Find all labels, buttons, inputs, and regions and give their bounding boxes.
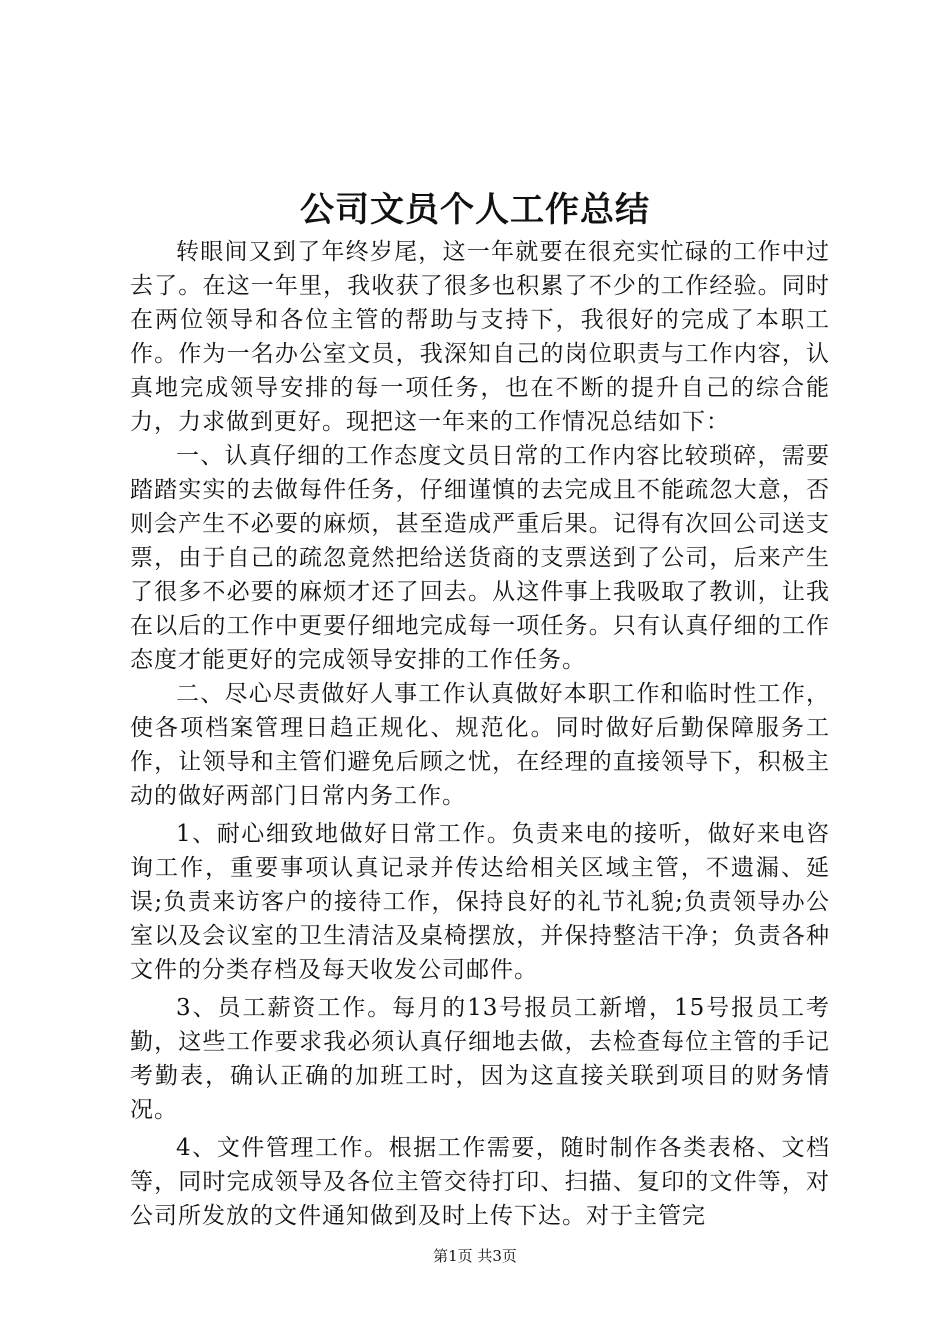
paragraph-item-1: 1、耐心细致地做好日常工作。负责来电的接听，做好来电咨询工作，重要事项认真记录并传达给相关区域主管，不遗漏、延误;负责来访客户的接待工作，保持良好的礼节礼貌;负责领导办公室以及会议室的卫生清洁及桌椅摆放，并保持整洁干净；负责各种文件的分类存档及每天收发公司邮件。 [130,821,830,983]
paragraph-section-2: 二、尽心尽责做好人事工作认真做好本职工作和临时性工作，使各项档案管理日趋正规化、规范化。同时做好后勤保障服务工作，让领导和主管们避免后顾之忧，在经理的直接领导下，积极主动的做好两部门日常内务工作。 [130,681,830,809]
paragraph-item-4: 4、文件管理工作。根据工作需要，随时制作各类表格、文档等，同时完成领导及各位主管交待打印、扫描、复印的文件等，对公司所发放的文件通知做到及时上传下达。对于主管完 [130,1135,830,1229]
paragraph-section-1: 一、认真仔细的工作态度文员日常的工作内容比较琐碎，需要踏踏实实的去做每件任务，仔细谨慎的去完成且不能疏忽大意，否则会产生不必要的麻烦，甚至造成严重后果。记得有次回公司送支票，由于自己的疏忽竟然把给送货商的支票送到了公司，后来产生了很多不必要的麻烦才还了回去。从这件事上我吸取了教训，让我在以后的工作中更要仔细地完成每一项任务。只有认真仔细的工作态度才能更好的完成领导安排的工作任务。 [130,443,830,673]
paragraph-intro: 转眼间又到了年终岁尾，这一年就要在很充实忙碌的工作中过去了。在这一年里，我收获了很多也积累了不少的工作经验。同时在两位领导和各位主管的帮助与支持下，我很好的完成了本职工作。作为一名办公室文员，我深知自己的岗位职责与工作内容，认真地完成领导安排的每一项任务，也在不断的提升自己的综合能力，力求做到更好。现把这一年来的工作情况总结如下： [130,239,830,435]
document-title: 公司文员个人工作总结 [300,190,650,230]
document-body [130,235,830,1233]
paragraph-item-3: 3、员工薪资工作。每月的13号报员工新增，15号报员工考勤，这些工作要求我必须认真仔细地去做，去检查每位主管的手记考勤表，确认正确的加班工时，因为这直接关联到项目的财务情况。 [130,995,830,1123]
page-footer: 第1页 共3页 [433,1247,517,1265]
